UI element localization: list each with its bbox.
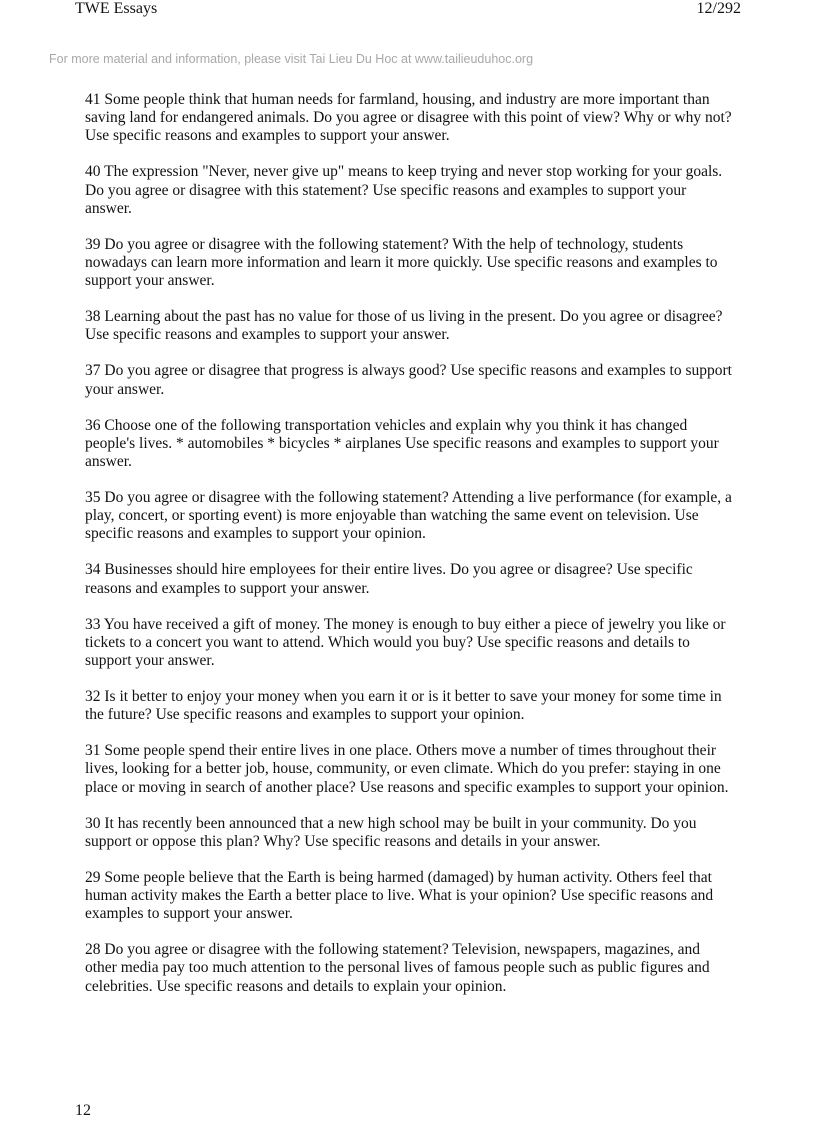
page-number: 12 <box>75 1102 91 1119</box>
essay-question-32: 32 Is it better to enjoy your money when you earn it or is it better to save your money for some time in the future? Use specific reasons and examples to support your opinion. <box>85 688 722 724</box>
essay-question-34: 34 Businesses should hire employees for their entire lives. Do you agree or disagree? Use specific reasons and examples to support your answer. <box>85 561 693 597</box>
essay-question-35: 35 Do you agree or disagree with the following statement? Attending a live performance (for example, a play, concert, or sporting event) is more enjoyable than watching the same event on television. Use specific reasons and examples to support your opinion. <box>85 489 732 543</box>
essay-question-38: 38 Learning about the past has no value for those of us living in the present. Do you agree or disagree? Use specific reasons and examples to support your answer. <box>85 308 723 344</box>
essay-question-39: 39 Do you agree or disagree with the following statement? With the help of technology, students nowadays can learn more information and learn it more quickly. Use specific reasons and examples to support your answer. <box>85 235 718 290</box>
essay-question-31: 31 Some people spend their entire lives in one place. Others move a number of times throughout their lives, looking for a better job, house, community, or even climate. Which do you prefer: staying in one place or moving in search of another place? Use reasons and specific examples to support your opinion. <box>85 742 729 796</box>
essay-question-36: 36 Choose one of the following transportation vehicles and explain why you think it has changed people's lives. * automobiles * bicycles * airplanes Use specific reasons and examples to support your answer. <box>85 416 719 471</box>
page-counter: 12/292 <box>696 0 741 17</box>
essay-question-37: 37 Do you agree or disagree that progress is always good? Use specific reasons and examples to support your answer. <box>85 362 732 398</box>
essay-question-list <box>85 91 735 1014</box>
essay-question-28: 28 Do you agree or disagree with the following statement? Television, newspapers, magazines, and other media pay too much attention to the personal lives of famous people such as public figures and celebrities. Use specific reasons and details to explain your opinion. <box>85 941 710 995</box>
essay-question-33: 33 You have received a gift of money. The money is enough to buy either a piece of jewelry you like or tickets to a concert you want to attend. Which would you buy? Use specific reasons and details to support your answer. <box>85 615 726 670</box>
essay-question-40: 40 The expression "Never, never give up" means to keep trying and never stop working for your goals. Do you agree or disagree with this statement? Use specific reasons and examples to support your answer. <box>85 163 723 217</box>
watermark-notice: For more material and information, please visit Tai Lieu Du Hoc at www.tailieuduhoc.org <box>49 52 534 66</box>
essay-question-41: 41 Some people think that human needs for farmland, housing, and industry are more important than saving land for endangered animals. Do you agree or disagree with this point of view? Why or why not? Use specific reasons and examples to support your answer. <box>85 91 732 145</box>
essay-question-29: 29 Some people believe that the Earth is being harmed (damaged) by human activity. Others feel that human activity makes the Earth a better place to live. What is your opinion? Use specific reasons and examples to support your answer. <box>85 868 714 923</box>
running-title: TWE Essays <box>75 0 158 17</box>
essay-question-30: 30 It has recently been announced that a new high school may be built in your community. Do you support or oppose this plan? Why? Use specific reasons and details in your answer. <box>85 814 697 850</box>
